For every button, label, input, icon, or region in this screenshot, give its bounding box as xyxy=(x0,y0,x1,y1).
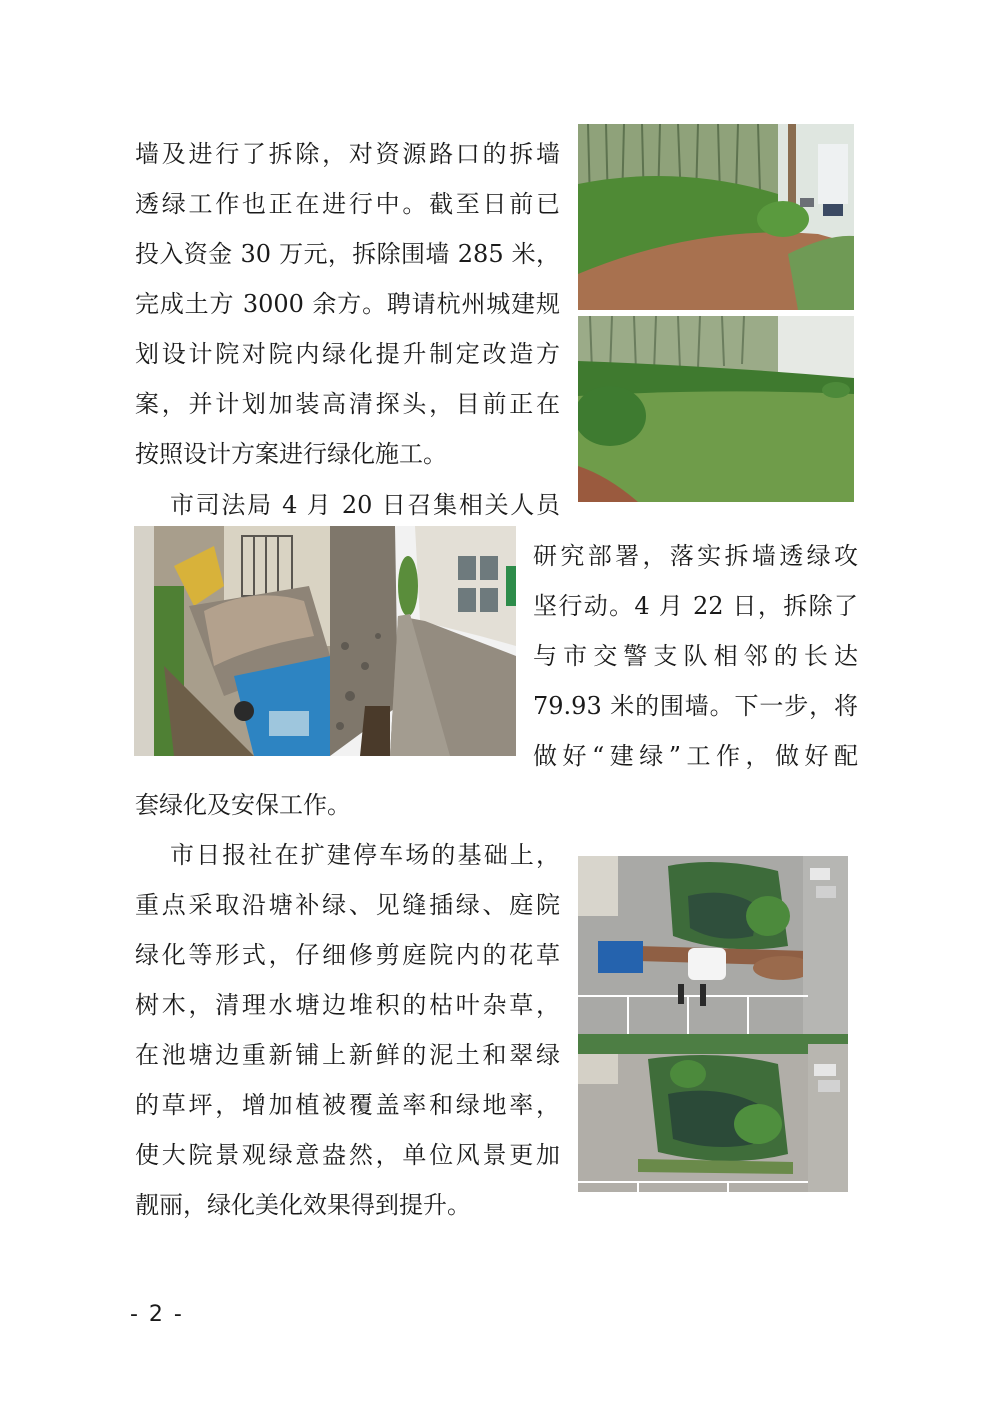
text-line: 的草坪，增加植被覆盖率和绿地率， xyxy=(135,1091,560,1119)
photo-hedge-roadside xyxy=(578,124,854,310)
text-line: 完成土方 3000 余方。聘请杭州城建规 xyxy=(135,290,560,318)
text-line: 划设计院对院内绿化提升制定改造方 xyxy=(135,340,560,368)
photo-courtyard-finished xyxy=(578,1034,848,1192)
text-line: 透绿工作也正在进行中。截至日前已 xyxy=(135,190,560,218)
text-line: 套绿化及安保工作。 xyxy=(135,791,351,819)
photo-courtyard-construction xyxy=(578,856,848,1034)
text-line: 市日报社在扩建停车场的基础上， xyxy=(170,841,560,869)
photo-wall-demolition-truck xyxy=(134,526,330,756)
text-line: 案，并计划加装高清探头，目前正在 xyxy=(135,390,560,418)
text-line: 79.93 米的围墙。下一步，将 xyxy=(533,692,858,720)
text-line: 按照设计方案进行绿化施工。 xyxy=(135,440,447,468)
text-line: 墙及进行了拆除，对资源路口的拆墙 xyxy=(135,140,560,168)
text-line: 靓丽，绿化美化效果得到提升。 xyxy=(135,1191,471,1219)
page-number: - 2 - xyxy=(130,1302,184,1327)
text-line: 坚行动。4 月 22 日，拆除了 xyxy=(533,592,858,620)
text-line: 在池塘边重新铺上新鲜的泥土和翠绿 xyxy=(135,1041,560,1069)
text-line: 树木，清理水塘边堆积的枯叶杂草， xyxy=(135,991,560,1019)
text-line: 研究部署，落实拆墙透绿攻 xyxy=(533,542,858,570)
text-line: 做好“建绿”工作，做好配 xyxy=(533,742,858,770)
text-line: 与市交警支队相邻的长达 xyxy=(533,642,858,670)
text-line: 绿化等形式，仔细修剪庭院内的花草 xyxy=(135,941,560,969)
text-line: 重点采取沿塘补绿、见缝插绿、庭院 xyxy=(135,891,560,919)
text-line: 投入资金 30 万元，拆除围墙 285 米， xyxy=(135,240,560,268)
photo-alley-after-removal xyxy=(330,526,516,756)
text-line: 市司法局 4 月 20 日召集相关人员 xyxy=(170,491,560,519)
photo-lawn-hedge xyxy=(578,316,854,502)
text-line: 使大院景观绿意盎然，单位风景更加 xyxy=(135,1141,560,1169)
